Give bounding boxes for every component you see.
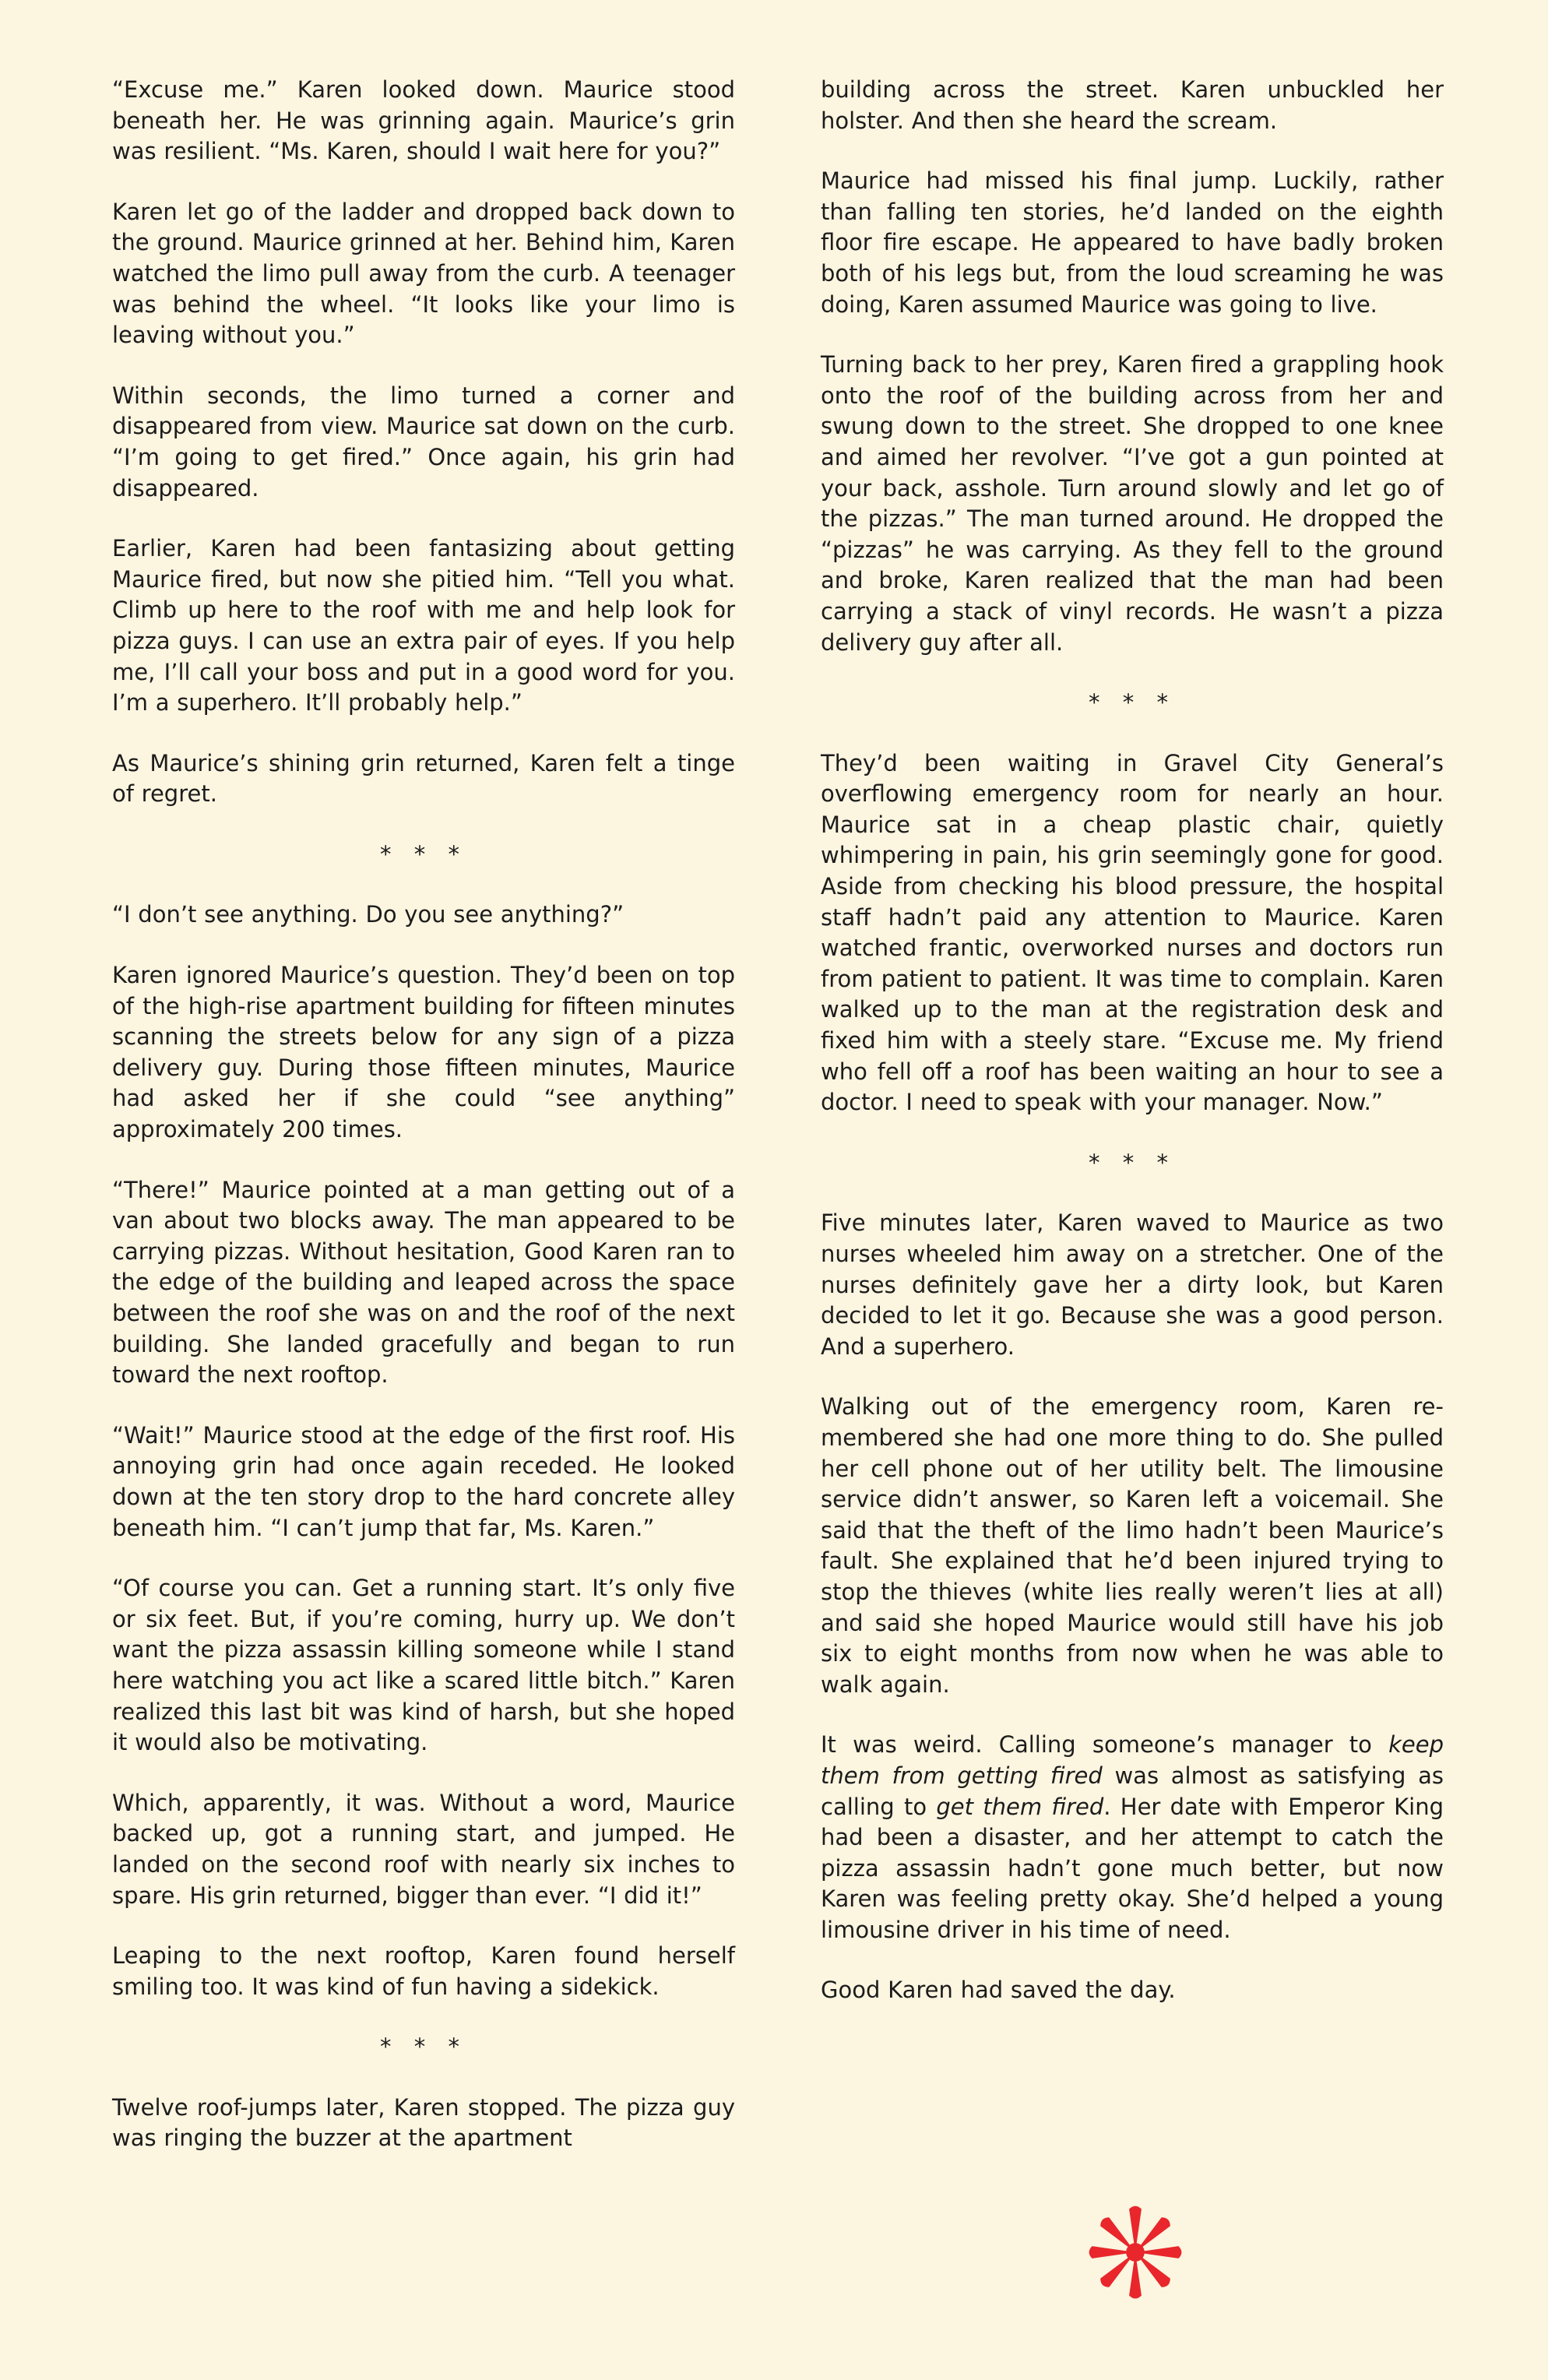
left-column-paragraph: “There!” Maurice pointed at a man getting out of a van about two blocks away. The man appeared to be carrying pizzas. Without hesitation, Good Karen ran to the edge of the building and leaped across the space between the roof she was on and the roof of the next building. She landed gracefully and began to run toward the next rooftop. [112,1176,735,1389]
paragraph-text: was almost as satisfying as calling to [821,1762,1444,1820]
asterisk-center [1126,2243,1145,2262]
emphasis-text: keep them from getting fired [821,1731,1444,1789]
right-column-paragraph: Good Karen had saved the day. [821,1977,1176,2004]
left-column-paragraph: Karen ignored Maurice’s question. They’d been on top of the high-rise apartment building for fifteen minutes scanning the streets below for any sign of a pizza delivery guy. During those fifteen minutes, Maurice had asked her if she could “see anything” approximately 200 times. [112,962,735,1143]
left-column-paragraph: Twelve roof-jumps later, Karen stopped. The pizza guy was ringing the buzzer at the apartment [112,2093,735,2152]
left-column-paragraph: “Wait!” Maurice stood at the edge of the first roof. His annoying grin had once again receded. He looked down at the ten story drop to the hard concrete alley beneath him. “I can’t jump that far, Ms. Karen.” [112,1421,735,1541]
right-column-paragraph: They’d been waiting in Gravel City General’s overflowing emergency room for nearly an hour. Maurice sat in a cheap plastic chair, quietly whimpering in pain, his grin seemingly gone for good. Aside from checking his blood pressure, the hospital staff hadn’t paid any attention to Maurice. Karen watched frantic, overworked nurses and doctors run from patient to patient. It was time to complain. Karen walked up to the man at the registration desk and fixed him with a steely stare. “Excuse me. My friend who fell off a roof has been waiting an hour to see a doctor. I need to speak with your manager. Now.” [821,749,1444,1116]
left-column-paragraph: Leaping to the next rooftop, Karen found herself smiling too. It was kind of fun having a sidekick. [112,1942,735,2000]
scene-break: * * * [380,2033,467,2061]
right-column-paragraph: Walking out of the emergency room, Karen remembered she had one more thing to do. She pulled her cell phone out of her utility belt. The limousine service didn’t answer, so Karen left a voicemail. She said that the theft of the limo hadn’t been Maurice’s fault. She explained that he’d been injured trying to stop the thieves (white lies really weren’t lies at all) and said she hoped Maurice would still have his job six to eight months from now when he was able to walk again. [821,1393,1444,1698]
right-column-paragraph: Five minutes later, Karen waved to Maurice as two nurses wheeled him away on a stretcher. One of the nurses definitely gave her a dirty look, but Karen decided to let it go. Because she was a good person. And a superhero. [821,1209,1444,1360]
left-column-paragraph: Karen let go of the ladder and dropped back down to the ground. Maurice grinned at her. Behind him, Karen watched the limo pull away from the curb. A teenager was behind the wheel. “It looks like your limo is leaving without you.” [112,198,735,349]
right-column [821,75,1444,2036]
left-column-paragraph: “Excuse me.” Karen looked down. Maurice stood beneath her. He was grinning again. Maurice’s grin was resilient. “Ms. Karen, should I wait here for you?” [112,76,735,165]
left-column [112,75,735,2184]
right-column-paragraph [821,1730,1444,1945]
scene-break: * * * [1089,689,1176,716]
left-column-paragraph: Which, apparently, it was. Without a word, Maurice backed up, got a running start, and jumped. He landed on the second roof with nearly six inches to spare. His grin returned, bigger than ever. “I did it!” [112,1789,735,1909]
emphasis-text: get them fired [936,1793,1104,1820]
end-asterisk-icon [1084,2198,1187,2307]
left-column-paragraph: Within seconds, the limo turned a corner and disappeared from view. Maurice sat down on the curb. “I’m going to get fired.” Once again, his grin had disappeared. [112,382,735,502]
right-column-paragraph: Turning back to her prey, Karen fired a grappling hook onto the roof of the building across from her and swung down to the street. She dropped to one knee and aimed her revolver. “I’ve got a gun pointed at your back, asshole. Turn around slowly and let go of the pizzas.” The man turned around. He dropped the “pizzas” he was carrying. As they fell to the ground and broke, Karen realized that the man had been carrying a stack of vinyl records. He wasn’t a pizza delivery guy after all. [821,351,1444,656]
paragraph-text: It was weird. Calling someone’s manager to [821,1731,1389,1759]
left-column-paragraph: As Maurice’s shining grin returned, Karen felt a tinge of regret. [112,749,735,808]
left-column-paragraph: “Of course you can. Get a running start. It’s only five or six feet. But, if you’re coming, hurry up. We don’t want the pizza assassin killing someone while I stand here watching you act like a scared little bitch.” Karen realized this last bit was kind of harsh, but she hoped it would also be motivating. [112,1575,735,1756]
paragraph-text: . Her date with Emperor King had been a disaster, and her attempt to catch the pizza assassin hadn’t gone much better, but now Karen was feeling pretty okay. She’d helped a young limousine driver in his time of need. [821,1793,1444,1943]
scene-break: * * * [380,840,467,868]
left-column-paragraph: “I don’t see anything. Do you see anything?” [112,901,624,928]
scene-break: * * * [1089,1149,1176,1176]
left-column-paragraph: Earlier, Karen had been fantasizing about getting Maurice fired, but now she pitied him. “Tell you what. Climb up here to the roof with me and help look for pizza guys. I can use an extra pair of eyes. If you help me, I’ll call your boss and put in a good word for you. I’m a superhero. It’ll probably help.” [112,535,735,716]
right-column-paragraph: Maurice had missed his final jump. Luckily, rather than falling ten stories, he’d landed on the eighth floor fire escape. He appeared to have badly broken both of his legs but, from the loud screaming he was doing, Karen assumed Maurice was going to live. [821,167,1444,318]
right-column-paragraph: building across the street. Karen unbuckled her holster. And then she heard the scream. [821,76,1444,134]
